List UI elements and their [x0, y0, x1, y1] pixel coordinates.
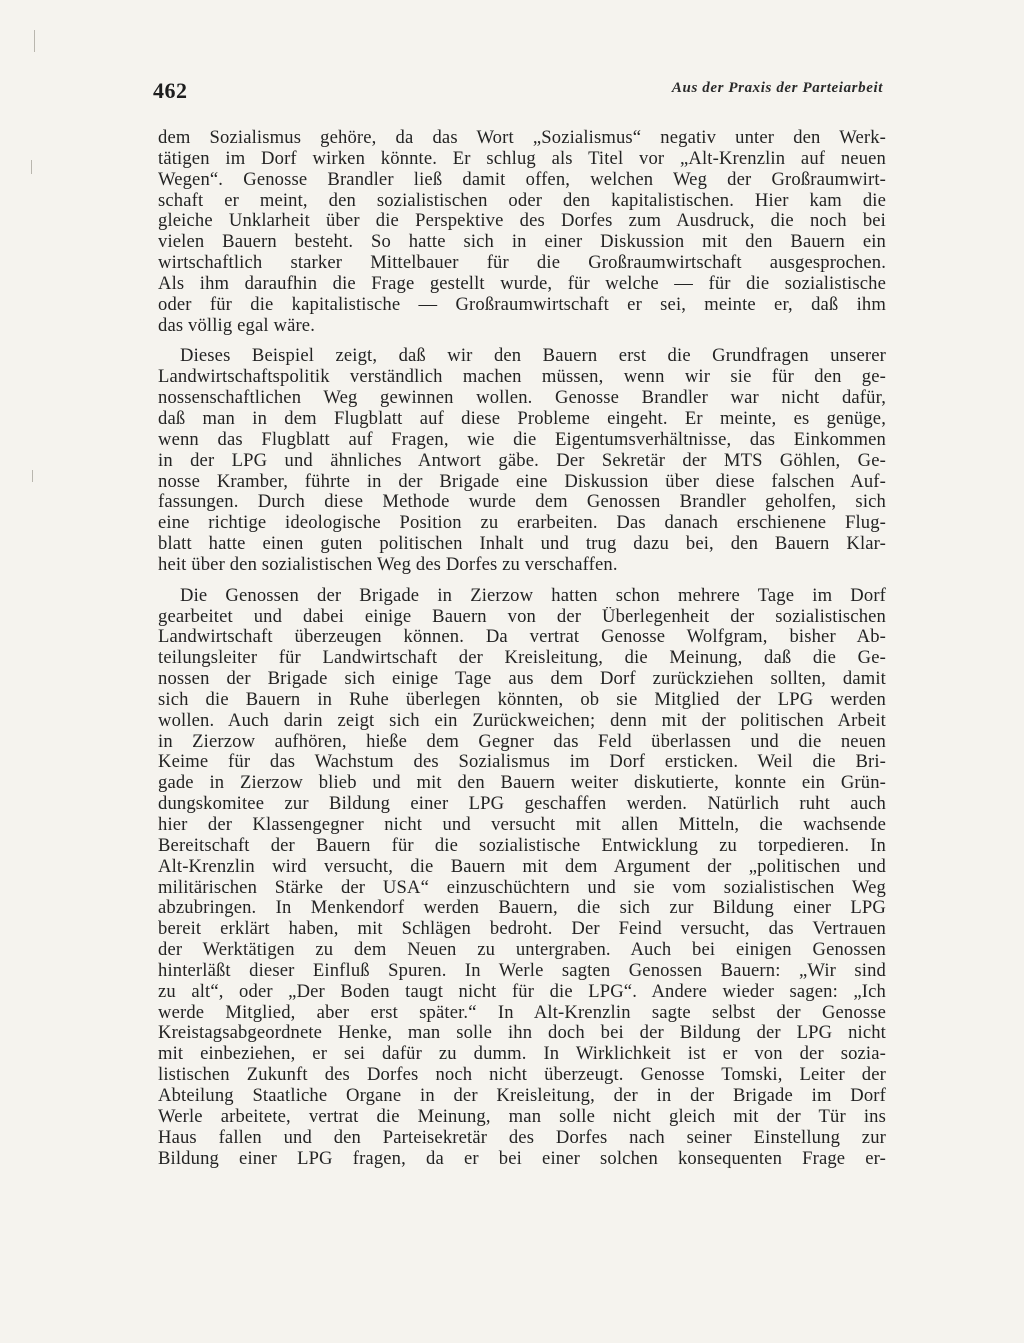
text-line: teilungsleiter für Landwirtschaft der Kreisleitung, die Meinung, daß die Ge-	[158, 648, 886, 669]
text-line: eine richtige ideologische Position zu erarbeiten. Das danach erschienene Flug-	[158, 513, 886, 534]
text-line: werde Mitglied, aber erst später.“ In Alt-Krenzlin sagte selbst der Genosse	[158, 1002, 886, 1023]
text-line: tätigen im Dorf wirken könnte. Er schlug als Titel vor „Alt-Krenzlin auf neuen	[158, 148, 886, 169]
text-line: fassungen. Durch diese Methode wurde dem Genossen Brandler geholfen, sich	[158, 492, 886, 513]
margin-scan-mark	[31, 160, 32, 174]
text-line: wirtschaftlich starker Mittelbauer für die Großraumwirtschaft ausgesprochen.	[158, 253, 886, 274]
text-line: gade in Zierzow blieb und mit den Bauern weiter diskutierte, konnte ein Grün-	[158, 773, 886, 794]
text-line: dem Sozialismus gehöre, da das Wort „Sozialismus“ negativ unter den Werk-	[158, 128, 886, 148]
text-line: Abteilung Staatliche Organe in der Kreisleitung, der in der Brigade im Dorf	[158, 1085, 886, 1106]
text-line: abzubringen. In Menkendorf werden Bauern, die sich zur Bildung einer LPG	[158, 898, 886, 919]
text-line: in der LPG und ähnliches Antwort gäbe. Der Sekretär der MTS Göhlen, Ge-	[158, 450, 886, 471]
paragraph	[158, 128, 886, 336]
text-line: listischen Zukunft des Dorfes noch nicht überzeugt. Genosse Tomski, Leiter der	[158, 1065, 886, 1086]
text-line: Die Genossen der Brigade in Zierzow hatten schon mehrere Tage im Dorf	[180, 585, 886, 606]
text-line: daß man in dem Flugblatt auf diese Probleme eingeht. Er meinte, es genüge,	[158, 408, 886, 429]
text-line: militärischen Stärke der USA“ einzuschüchtern und sie vom sozialistischen Weg	[158, 877, 886, 898]
text-line: Werle arbeitete, vertrat die Meinung, man solle nicht gleich mit der Tür ins	[158, 1106, 886, 1127]
text-line: Bereitschaft der Bauern für die sozialistische Entwicklung zu torpedieren. In	[158, 835, 886, 856]
text-line: dungskomitee zur Bildung einer LPG geschaffen werden. Natürlich ruht auch	[158, 794, 886, 815]
text-line: Haus fallen und den Parteisekretär des Dorfes nach seiner Einstellung zur	[158, 1127, 886, 1148]
text-line: in Zierzow aufhören, hieße dem Gegner das Feld überlassen und die neuen	[158, 731, 886, 752]
text-line: Alt-Krenzlin wird versucht, die Bauern mit dem Argument der „politischen und	[158, 856, 886, 877]
page-number: 462	[153, 78, 188, 103]
margin-scan-mark	[34, 30, 35, 52]
text-line: schaft er meint, den sozialistischen oder den kapitalistischen. Hier kam die	[158, 190, 886, 211]
text-line: mit einbeziehen, er sei dafür zu dumm. In Wirklichkeit ist er von der soziа-	[158, 1044, 886, 1065]
text-line: Keime für das Wachstum des Sozialismus im Dorf ersticken. Weil die Bri-	[158, 752, 886, 773]
text-line: der Werktätigen zu dem Neuen zu untergraben. Auch bei einigen Genossen	[158, 940, 886, 961]
text-line: Als ihm daraufhin die Frage gestellt wurde, für welche — für die sozialistische	[158, 273, 886, 294]
text-line: Dieses Beispiel zeigt, daß wir den Bauern erst die Grundfragen unserer	[180, 346, 886, 367]
text-line: Kreistagsabgeordnete Henke, man solle ihn doch bei der Bildung der LPG nicht	[158, 1023, 886, 1044]
text-line: nossenschaftlichen Weg gewinnen wollen. Genosse Brandler war nicht dafür,	[158, 388, 886, 409]
text-line: gearbeitet und dabei einige Bauern von der Überlegenheit der sozialistischen	[158, 606, 886, 627]
text-line: heit über den sozialistischen Weg des Dorfes zu verschaffen.	[158, 554, 618, 575]
text-line: das völlig egal wäre.	[158, 315, 316, 336]
text-line: gleiche Unklarheit über die Perspektive des Dorfes zum Ausdruck, die noch bei	[158, 211, 886, 232]
body-text	[158, 128, 886, 1179]
text-line: oder für die kapitalistische — Großraumwirtschaft er sei, meinte er, daß ihm	[158, 294, 886, 315]
text-line: blatt hatte einen guten politischen Inhalt und trug dazu bei, den Bauern Klar-	[158, 534, 886, 555]
text-line: vielen Bauern besteht. So hatte sich in einer Diskussion mit den Bauern ein	[158, 232, 886, 253]
text-line: Wegen“. Genosse Brandler ließ damit offen, welchen Weg der Großraumwirt-	[158, 169, 886, 190]
text-line: hier der Klassengegner nicht und versucht mit allen Mitteln, die wachsende	[158, 815, 886, 835]
text-line: nosse Kramber, führte in der Brigade eine Diskussion über diese falschen Auf-	[158, 471, 886, 492]
text-line: bereit erklärt haben, mit Schlägen bedroht. Der Feind versucht, das Vertrauen	[158, 919, 886, 940]
text-line: sich die Bauern in Ruhe überlegen könnten, ob sie Mitglied der LPG werden	[158, 689, 886, 710]
text-line: nossen der Brigade sich einige Tage aus dem Dorf zurückziehen sollten, damit	[158, 669, 886, 690]
page-header	[153, 78, 883, 106]
text-line: Landwirtschaftspolitik verständlich machen müssen, wenn wir sie für den ge-	[158, 367, 886, 388]
running-title: Aus der Praxis der Parteiarbeit	[671, 80, 883, 96]
paragraph	[158, 346, 886, 575]
text-line: zu alt“, oder „Der Boden taugt nicht für die LPG“. Andere wieder sagen: „Ich	[158, 981, 886, 1002]
text-line: hinterläßt dieser Einfluß Spuren. In Werle sagten Genossen Bauern: „Wir sind	[158, 960, 886, 981]
text-line: wollen. Auch darin zeigt sich ein Zurückweichen; denn mit der politischen Arbeit	[158, 710, 886, 731]
text-line: Landwirtschaft überzeugen können. Da vertrat Genosse Wolfgram, bisher Ab-	[158, 627, 886, 648]
paragraph	[158, 586, 886, 1170]
text-line: wenn das Flugblatt auf Fragen, wie die Eigentumsverhältnisse, das Einkommen	[158, 429, 886, 450]
margin-scan-mark	[32, 470, 33, 482]
text-line: Bildung einer LPG fragen, da er bei einer solchen konsequenten Frage er-	[158, 1148, 886, 1169]
